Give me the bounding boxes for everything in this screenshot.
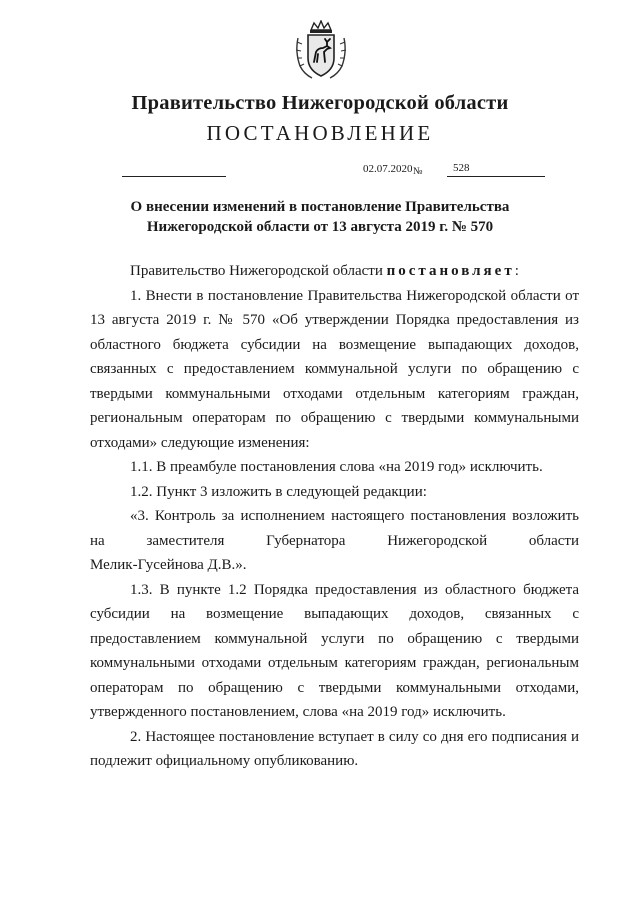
document-date: 02.07.2020 [363, 163, 413, 175]
government-name: Правительство Нижегородской области [131, 92, 509, 114]
intro-decree-word: постановляет [386, 263, 515, 279]
number-underline [447, 176, 545, 177]
subject-line-1: О внесении изменений в постановление Правительства [130, 199, 510, 215]
intro-suffix: : [514, 263, 519, 279]
paragraph-1: 1. Внести в постановление Правительства Нижегородской области от 13 августа 2019 г. № 570 «Об утверждении Порядка предоставления из областного бюджета субсидии на возмещение выпадающих доходов, связанных с предоставлением коммунальной услуги по обращению с твердыми коммунальными отходами отдельным категориям граждан, региональным операторам по обращению с твердыми коммунальными отходами» следующие изменения: [90, 287, 579, 451]
intro-prefix: Правительство Нижегородской области [130, 263, 387, 279]
blank-date-line [122, 176, 226, 177]
paragraph-1-3: 1.3. В пункте 1.2 Порядка предоставления из областного бюджета субсидии на возмещение выпадающих доходов, связанных с предоставлением коммунальной услуги по обращению с твердыми коммунальными отходами отдельным категориям граждан, региональным операторам по обращению с твердыми коммунальными отходами, утвержденного постановлением, слова «на 2019 год» исключить. [90, 581, 579, 720]
intro-paragraph [90, 259, 579, 284]
paragraph-1-2-quote: «3. Контроль за исполнением настоящего постановления возложить на заместителя Губернатора Нижегородской области [90, 508, 579, 549]
nizhny-novgorod-coat-of-arms-icon [294, 20, 348, 82]
paragraph-1-1: 1.1. В преамбуле постановления слова «на 2019 год» исключить. [130, 459, 543, 475]
number-sign: № [413, 166, 423, 177]
paragraph-1-2-quote-end: Мелик-Гусейнова Д.В.». [90, 557, 247, 573]
paragraph-2: 2. Настоящее постановление вступает в силу со дня его подписания и подлежит официальному опубликованию. [90, 728, 579, 769]
paragraph-1-2: 1.2. Пункт 3 изложить в следующей редакции: [130, 483, 427, 500]
subject-line-2: Нижегородской области от 13 августа 2019 г. № 570 [146, 219, 494, 235]
document-body [90, 259, 579, 774]
document-number: 528 [453, 162, 470, 174]
document-subject [0, 197, 640, 237]
document-type-title: ПОСТАНОВЛЕНИЕ [206, 121, 434, 145]
